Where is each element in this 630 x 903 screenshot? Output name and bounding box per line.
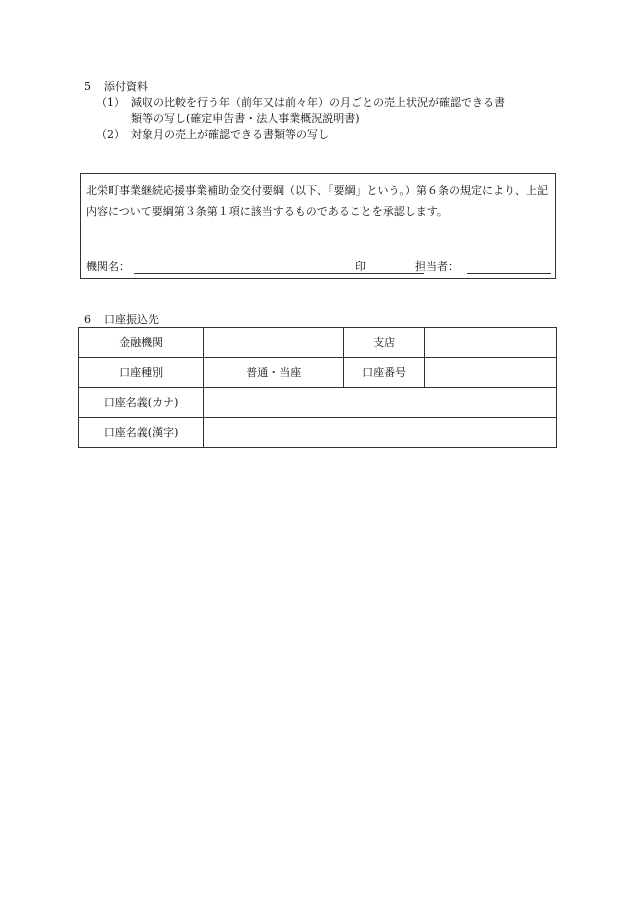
section6-number: 6: [84, 313, 91, 326]
bank-name-cell[interactable]: [204, 328, 344, 358]
section6-title: 口座振込先: [104, 313, 159, 326]
item1-line1: 減収の比較を行う年（前年又は前々年）の月ごとの売上状況が確認できる書: [131, 96, 505, 109]
account-holder-kanji-label: 口座名義(漢字): [79, 418, 204, 448]
item2-marker: （2）: [96, 128, 125, 141]
account-number-cell[interactable]: [424, 358, 556, 388]
table-row: [79, 388, 557, 418]
branch-cell[interactable]: [424, 328, 556, 358]
table-row: [79, 418, 557, 448]
attachment-item-2: [96, 128, 329, 142]
approval-text: 北栄町事業継続応援事業補助金交付要綱（以下、「要綱」という。）第６条の規定により、上記内容について要綱第３条第１項に該当するものであることを承認します。: [86, 184, 548, 218]
attachment-item-1: [96, 96, 505, 110]
item1-line2: 類等の写し(確定申告書・法人事業概況説明書): [131, 112, 360, 125]
bank-account-table: [78, 327, 557, 448]
item2-text: 対象月の売上が確認できる書類等の写し: [131, 128, 329, 141]
account-holder-kana-cell[interactable]: [204, 388, 557, 418]
section6-heading: [84, 313, 159, 327]
table-row: [79, 358, 557, 388]
account-type-cell[interactable]: 普通・当座: [204, 358, 344, 388]
section5-number: 5: [84, 80, 91, 93]
org-name-field[interactable]: [134, 273, 424, 274]
seal-mark: 印: [355, 260, 366, 273]
branch-label: 支店: [344, 328, 425, 358]
account-number-label: 口座番号: [344, 358, 425, 388]
item1-marker: （1）: [96, 96, 125, 109]
account-type-label: 口座種別: [79, 358, 204, 388]
account-holder-kanji-cell[interactable]: [204, 418, 557, 448]
bank-name-label: 金融機関: [79, 328, 204, 358]
approval-box: [80, 173, 556, 279]
org-name-label: 機関名：: [86, 260, 130, 273]
contact-person-field[interactable]: [467, 273, 551, 274]
section5-heading: [84, 80, 148, 94]
account-holder-kana-label: 口座名義(カナ): [79, 388, 204, 418]
section5-title: 添付資料: [104, 80, 148, 93]
contact-person-label: 担当者：: [415, 260, 459, 273]
table-row: [79, 328, 557, 358]
